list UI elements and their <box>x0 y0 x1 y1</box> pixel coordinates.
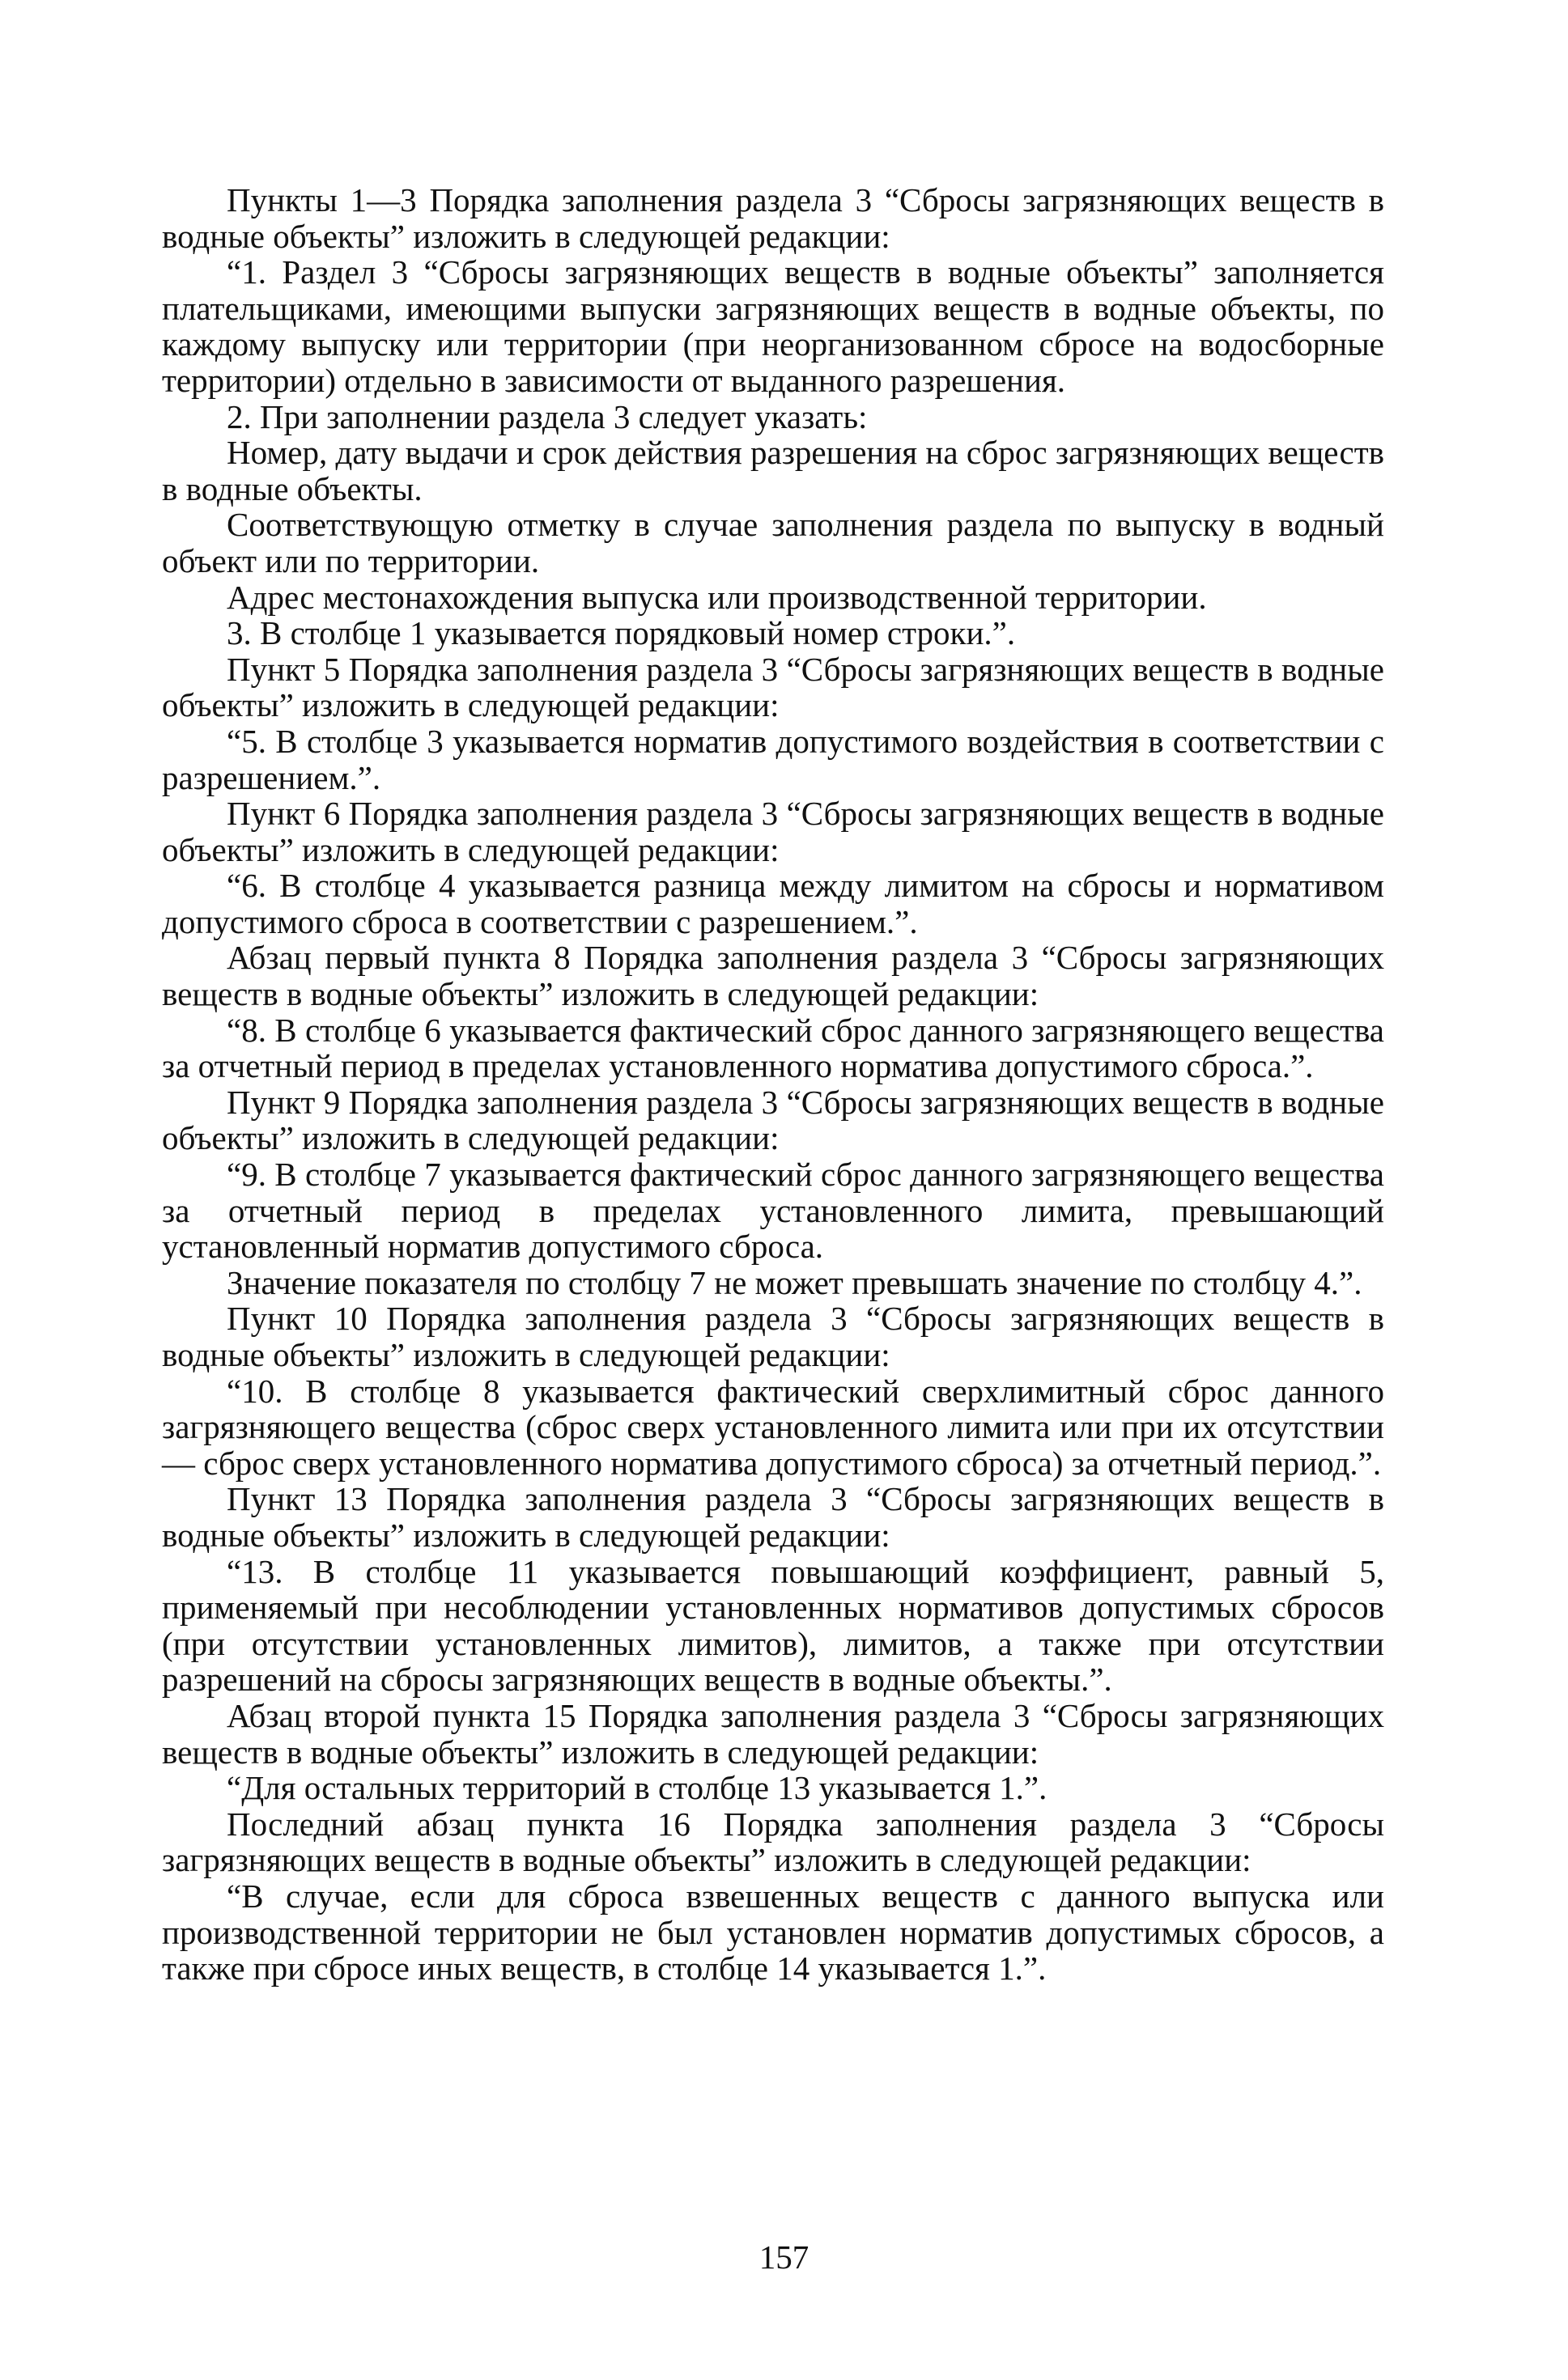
paragraph-24: “В случае, если для сброса взвешенных веществ с данного выпуска или производственной территории не был установлен норматив допустимых сбросов, а также при сбросе иных веществ, в столбце 14 указывается 1.”. <box>162 1877 1384 1988</box>
paragraph-17: Пункт 10 Порядка заполнения раздела 3 “Сбросы загрязняющих веществ в водные объекты” изложить в следующей редакции: <box>162 1300 1384 1373</box>
paragraph-20: “13. В столбце 11 указывается повышающий коэффициент, равный 5, применяемый при несоблюдении установленных нормативов допустимых сбросов (при отсутствии установленных лимитов), лимитов, а также при отсутствии разрешений на сбросы загрязняющих веществ в водные объекты.”. <box>162 1552 1384 1699</box>
paragraph-14: Пункт 9 Порядка заполнения раздела 3 “Сбросы загрязняющих веществ в водные объекты” изложить в следующей редакции: <box>162 1083 1384 1157</box>
paragraph-19: Пункт 13 Порядка заполнения раздела 3 “Сбросы загрязняющих веществ в водные объекты” изложить в следующей редакции: <box>162 1480 1384 1554</box>
page-number: 157 <box>759 2238 809 2276</box>
paragraph-9: “5. В столбце 3 указывается норматив допустимого воздействия в соответствии с разрешением.”. <box>162 722 1384 796</box>
paragraph-4: Номер, дату выдачи и срок действия разрешения на сброс загрязняющих веществ в водные объекты. <box>162 434 1384 507</box>
paragraph-21: Абзац второй пункта 15 Порядка заполнения раздела 3 “Сбросы загрязняющих веществ в водные объекты” изложить в следующей редакции: <box>162 1696 1384 1771</box>
paragraph-1: Пункты 1—3 Порядка заполнения раздела 3 “Сбросы загрязняющих веществ в водные объекты” изложить в следующей редакции: <box>162 181 1384 255</box>
body-text <box>162 182 1384 1987</box>
paragraph-6: Адрес местонахождения выпуска или производственной территории. <box>227 578 1207 616</box>
paragraph-15: “9. В столбце 7 указывается фактический сброс данного загрязняющего вещества за отчетный период в пределах установленного лимита, превышающий установленный норматив допустимого сброса. <box>162 1156 1384 1266</box>
paragraph-22: “Для остальных территорий в столбце 13 указывается 1.”. <box>227 1769 1047 1807</box>
paragraph-12: Абзац первый пункта 8 Порядка заполнения раздела 3 “Сбросы загрязняющих веществ в водные объекты” изложить в следующей редакции: <box>162 939 1384 1013</box>
paragraph-18: “10. В столбце 8 указывается фактический сверхлимитный сброс данного загрязняющего вещества (сброс сверх установленного лимита или при их отсутствии — сброс сверх установленного норматива допустимого сброса) за отчетный период.”. <box>162 1372 1384 1482</box>
paragraph-16: Значение показателя по столбцу 7 не может превышать значение по столбцу 4.”. <box>227 1263 1362 1301</box>
paragraph-5: Соответствующую отметку в случае заполнения раздела по выпуску в водный объект или по территории. <box>162 506 1384 579</box>
paragraph-10: Пункт 6 Порядка заполнения раздела 3 “Сбросы загрязняющих веществ в водные объекты” изложить в следующей редакции: <box>162 795 1384 868</box>
paragraph-8: Пункт 5 Порядка заполнения раздела 3 “Сбросы загрязняющих веществ в водные объекты” изложить в следующей редакции: <box>162 650 1384 724</box>
paragraph-13: “8. В столбце 6 указывается фактический сброс данного загрязняющего вещества за отчетный период в пределах установленного норматива допустимого сброса.”. <box>162 1011 1384 1085</box>
paragraph-11: “6. В столбце 4 указывается разница между лимитом на сбросы и нормативом допустимого сброса в соответствии с разрешением.”. <box>162 867 1384 940</box>
paragraph-7: 3. В столбце 1 указывается порядковый номер строки.”. <box>227 614 1016 652</box>
paragraph-3: 2. При заполнении раздела 3 следует указать: <box>227 397 868 435</box>
paragraph-2: “1. Раздел 3 “Сбросы загрязняющих веществ в водные объекты” заполняется плательщиками, имеющими выпуски загрязняющих веществ в водные объекты, по каждому выпуску или территории (при неорганизованном сбросе на водосборные территории) отдельно в зависимости от выданного разрешения. <box>162 253 1384 399</box>
paragraph-23: Последний абзац пункта 16 Порядка заполнения раздела 3 “Сбросы загрязняющих веществ в водные объекты” изложить в следующей редакции: <box>162 1805 1384 1879</box>
